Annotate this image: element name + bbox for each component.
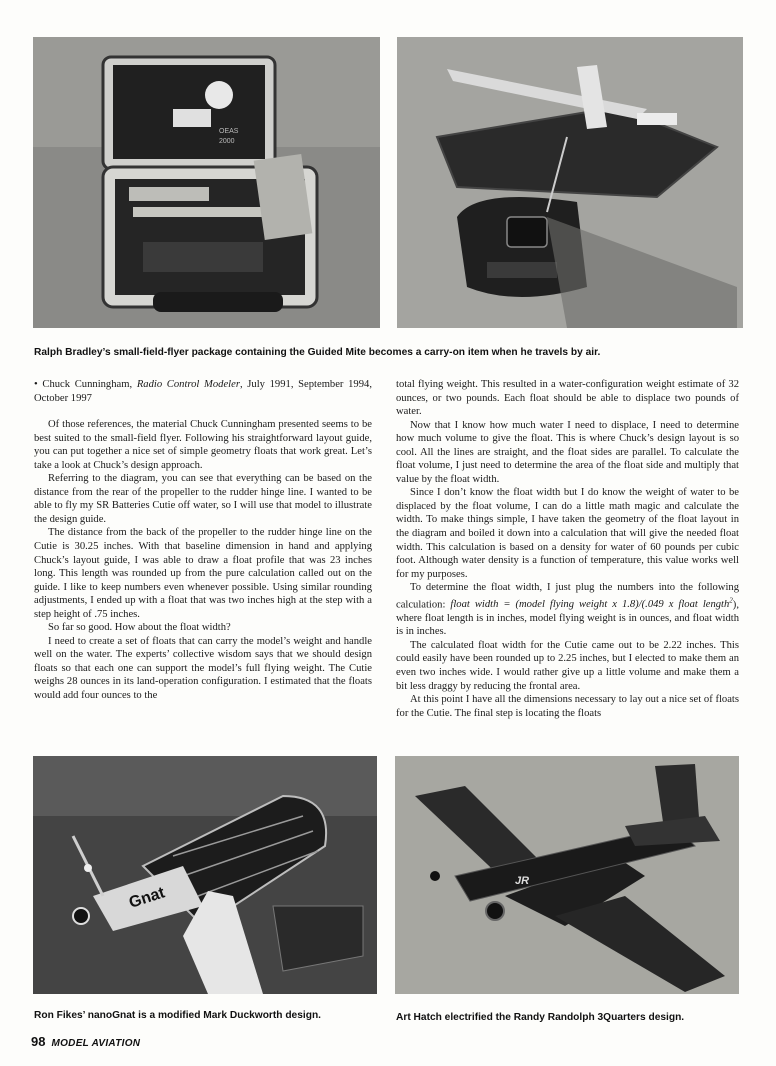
paragraph: total flying weight. This resulted in a water-configuration weight estimate of 32 ounces, or two pounds. Each float should be able to displace two pounds of water. — [396, 379, 739, 418]
nanognat-caption: Ron Fikes’ nanoGnat is a modified Mark Duckworth design. — [34, 1010, 321, 1021]
text-column-right — [396, 378, 739, 720]
photo-carry-on-case — [33, 37, 380, 328]
paragraph: I need to create a set of floats that can carry the model’s weight and handle well on the water. The experts’ collective wisdom says that we should design floats so that each one can support the model’s full flying weight. The Cutie weighs 28 ounces in its land-operation configuration. I estimated that the floats would add four ounces to the — [34, 635, 372, 702]
plane-marking-jr: JR — [515, 875, 530, 887]
reference-entry: • Chuck Cunningham, Radio Control Modeler, July 1991, September 1994, October 1997 — [34, 379, 372, 404]
page-number: 98 — [31, 1034, 46, 1049]
plane-marking-gnat: Gnat — [126, 884, 167, 912]
top-photos-caption: Ralph Bradley’s small-field-flyer package containing the Guided Mite becomes a carry-on item when he travels by air. — [34, 347, 601, 358]
paragraph: Referring to the diagram, you can see that everything can be based on the distance from the rear of the propeller to the rudder hinge line. I wanted to be able to fly my SR Batteries Cutie off water, so I will use that model to illustrate the design guide. — [34, 473, 372, 525]
case-sticker-2000: 2000 — [219, 138, 235, 145]
paragraph: Now that I know how much water I need to displace, I need to determine how much volume to give the float. This is where Chuck’s design layout is so cool. All the lines are straight, and the float sides are parallel. To calculate the float volume, I just need to determine the area of the float side and multiply that value by the float width. — [396, 419, 739, 485]
magazine-name: MODEL AVIATION — [51, 1038, 141, 1049]
page-footer — [31, 1034, 140, 1049]
3quarters-caption: Art Hatch electrified the Randy Randolph 3Quarters design. — [396, 1012, 685, 1023]
text-column-left — [34, 378, 372, 703]
float-width-formula: float width = (model flying weight x 1.8)/(.049 x float length$^2$ — [450, 596, 733, 611]
paragraph: So far so good. How about the float width? — [48, 622, 231, 634]
paragraph: Of those references, the material Chuck Cunningham presented seems to be best suited to the small-field flyer. Following his straightforward layout guide, you can put together a nice set of simple geometry floats that work great. Let’s take a look at Chuck’s design approach. — [34, 419, 372, 471]
paragraph: The calculated float width for the Cutie came out to be 2.22 inches. This could easily have been rounded up to 2.25 inches, but I elected to make them an even two inches wide. I would rather give up a little volume and make them a bit less draggy by reducing the frontal area. — [396, 639, 739, 692]
paragraph: At this point I have all the dimensions necessary to lay out a nice set of floats for the Cutie. The final step is locating the floats — [396, 694, 739, 719]
paragraph: The distance from the back of the propeller to the rudder hinge line on the Cutie is 30.25 inches. With that baseline dimension in hand and applying Chuck’s layout guide, I was able to draw a float profile that was 23 inches long. This length was rounded up from the pure calculation called out on the guide. I like to keep numbers even whenever possible. Using similar rounding adjustments, I ended up with a float that was two inches high at the step with a step height of .75 inches. — [34, 527, 372, 620]
photo-plane-and-transmitter — [397, 37, 743, 328]
photo-3quarters — [395, 756, 739, 994]
paragraph: Since I don’t know the float width but I do know the weight of water to be displaced by the float volume, I can do a little math magic and calculate the width. To make things simple, I have taken the geometry of the float layout in the diagram and boiled it down into a calculation that will give the needed float width. This calculation is based on a density for water of 60 pounds per cubic foot. Although water density is a function of temperature, this value works well for my purposes. — [396, 487, 739, 580]
paragraph: To determine the float width, I just plug the numbers into the following calculation: float width = (model flying weight x 1.8)/(.049 x float length$^2$), where float length is in inches, model flying weight is in ounces, and float width is in inches. — [396, 582, 739, 638]
photo-nanognat — [33, 756, 377, 994]
case-sticker-oeas: OEAS — [219, 128, 239, 135]
